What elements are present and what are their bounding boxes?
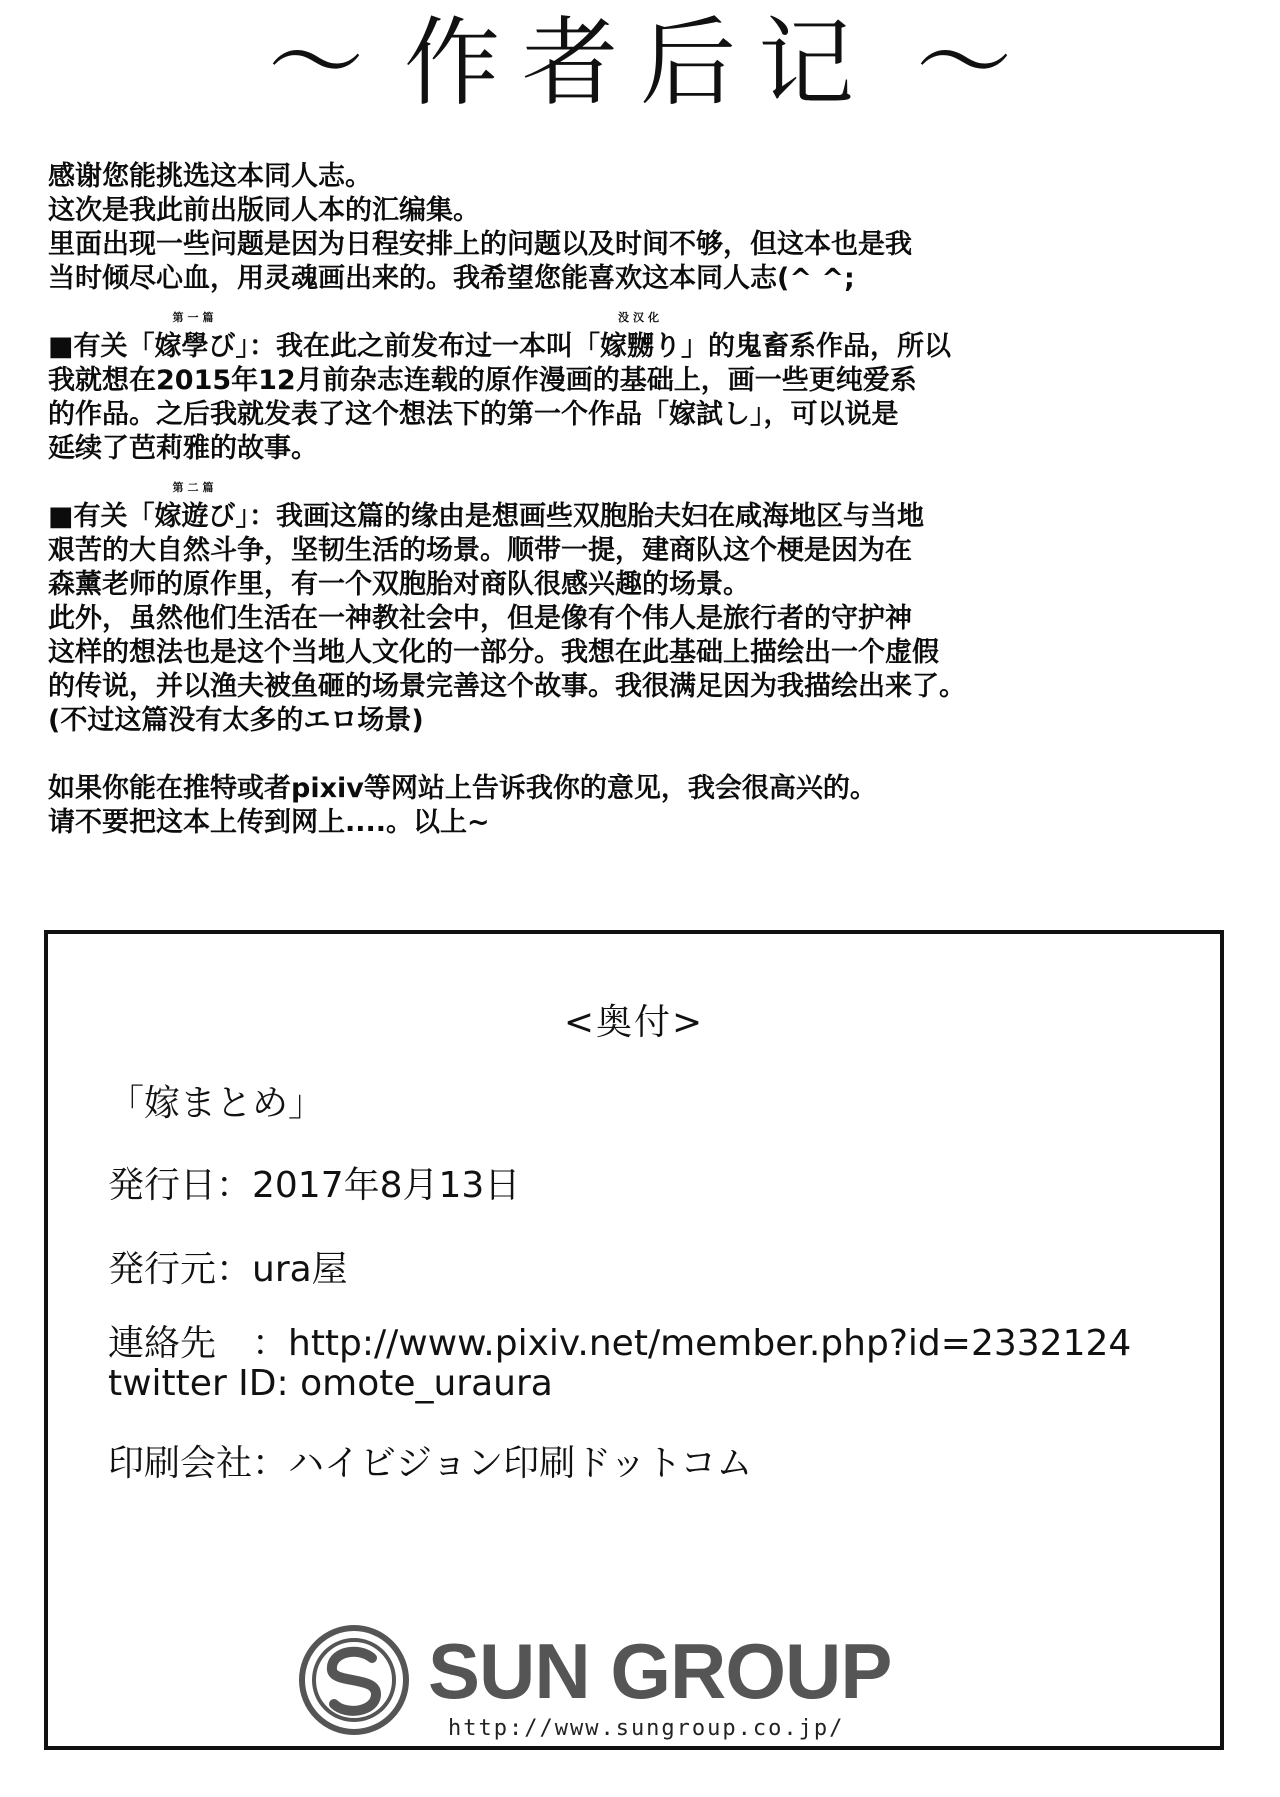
colophon-box (44, 930, 1224, 1750)
work-title-text: 嫁學び (154, 331, 236, 362)
text-line: 此外，虽然他们生活在一神教社会中，但是像有个伟人是旅行者的守护神 (48, 603, 912, 634)
text-line: 请不要把这本上传到网上....。以上~ (48, 807, 490, 838)
paragraph-work-2 (48, 481, 1238, 738)
logo-url: http://www.sungroup.co.jp/ (448, 1716, 845, 1741)
book-title: 「嫁まとめ」 (108, 1083, 325, 1124)
work-title-2 (600, 311, 682, 364)
sun-group-logo (298, 1624, 998, 1741)
publish-date: 発行日：2017年8月13日 (108, 1165, 521, 1206)
paragraph-closing (48, 772, 1238, 840)
contact-url: 連絡先 ：http://www.pixiv.net/member.php?id=2332124 (108, 1323, 1132, 1364)
text-fragment: 」：我画这篇的缘由是想画些双胞胎夫妇在咸海地区与当地 (235, 501, 925, 532)
text-line: (不过这篇没有太多的エロ场景) (48, 705, 424, 736)
logo-wordmark: SUN GROUP (428, 1627, 892, 1715)
title-tilde-right: ～ (916, 7, 1012, 119)
text-line: 这次是我此前出版同人本的汇编集。 (48, 195, 480, 226)
sun-group-mark-icon (298, 1624, 410, 1736)
title-row (0, 8, 1280, 118)
ruby-annotation: 第一篇 (172, 311, 218, 324)
title-tilde-left: ～ (268, 7, 364, 119)
afterword-text (48, 160, 1238, 874)
text-line: 感谢您能挑选这本同人志。 (48, 161, 372, 192)
text-line: 我就想在2015年12月前杂志连载的原作漫画的基础上，画一些更纯爱系 (48, 365, 917, 396)
publisher: 発行元：ura屋 (108, 1249, 348, 1290)
twitter-id: twitter ID: omote_uraura (108, 1363, 553, 1404)
colophon-heading: <奥付> (563, 1002, 705, 1043)
work-title-1 (154, 311, 236, 364)
text-line: 这样的想法也是这个当地人文化的一部分。我想在此基础上描绘出一个虚假 (48, 637, 939, 668)
ruby-annotation: 第二篇 (172, 481, 218, 494)
text-line: 森薰老师的原作里，有一个双胞胎对商队很感兴趣的场景。 (48, 569, 750, 600)
printing-company: 印刷会社：ハイビジョン印刷ドットコム (108, 1443, 753, 1484)
text-line: 如果你能在推特或者pixiv等网站上告诉我你的意见，我会很高兴的。 (48, 773, 877, 804)
ruby-annotation: 没汉化 (618, 311, 664, 324)
page-title: 作者后记 (404, 7, 876, 119)
text-line: 延续了芭莉雅的故事。 (48, 433, 318, 464)
text-line: 当时倾尽心血，用灵魂画出来的。我希望您能喜欢这本同人志(^ ^; (48, 263, 855, 294)
text-line (48, 311, 1238, 364)
text-fragment: 」：我在此之前发布过一本叫「 (235, 331, 601, 362)
work-title-3 (154, 481, 236, 534)
text-line: 的传说，并以渔夫被鱼砸的场景完善这个故事。我很满足因为我描绘出来了。 (48, 671, 966, 702)
work-title-text: 嫁嬲り (600, 331, 682, 362)
paragraph-work-1 (48, 311, 1238, 466)
text-line (48, 481, 1238, 534)
paragraph-intro (48, 160, 1238, 296)
text-line: 里面出现一些问题是因为日程安排上的问题以及时间不够，但这本也是我 (48, 229, 912, 260)
text-line: 的作品。之后我就发表了这个想法下的第一个作品「嫁試し」，可以说是 (48, 399, 899, 430)
text-line: 艰苦的大自然斗争，坚韧生活的场景。顺带一提，建商队这个梗是因为在 (48, 535, 912, 566)
text-fragment: 」的鬼畜系作品，所以 (681, 331, 952, 362)
text-fragment: ■有关「 (48, 331, 155, 362)
text-fragment: ■有关「 (48, 501, 155, 532)
work-title-text: 嫁遊び (154, 501, 236, 532)
